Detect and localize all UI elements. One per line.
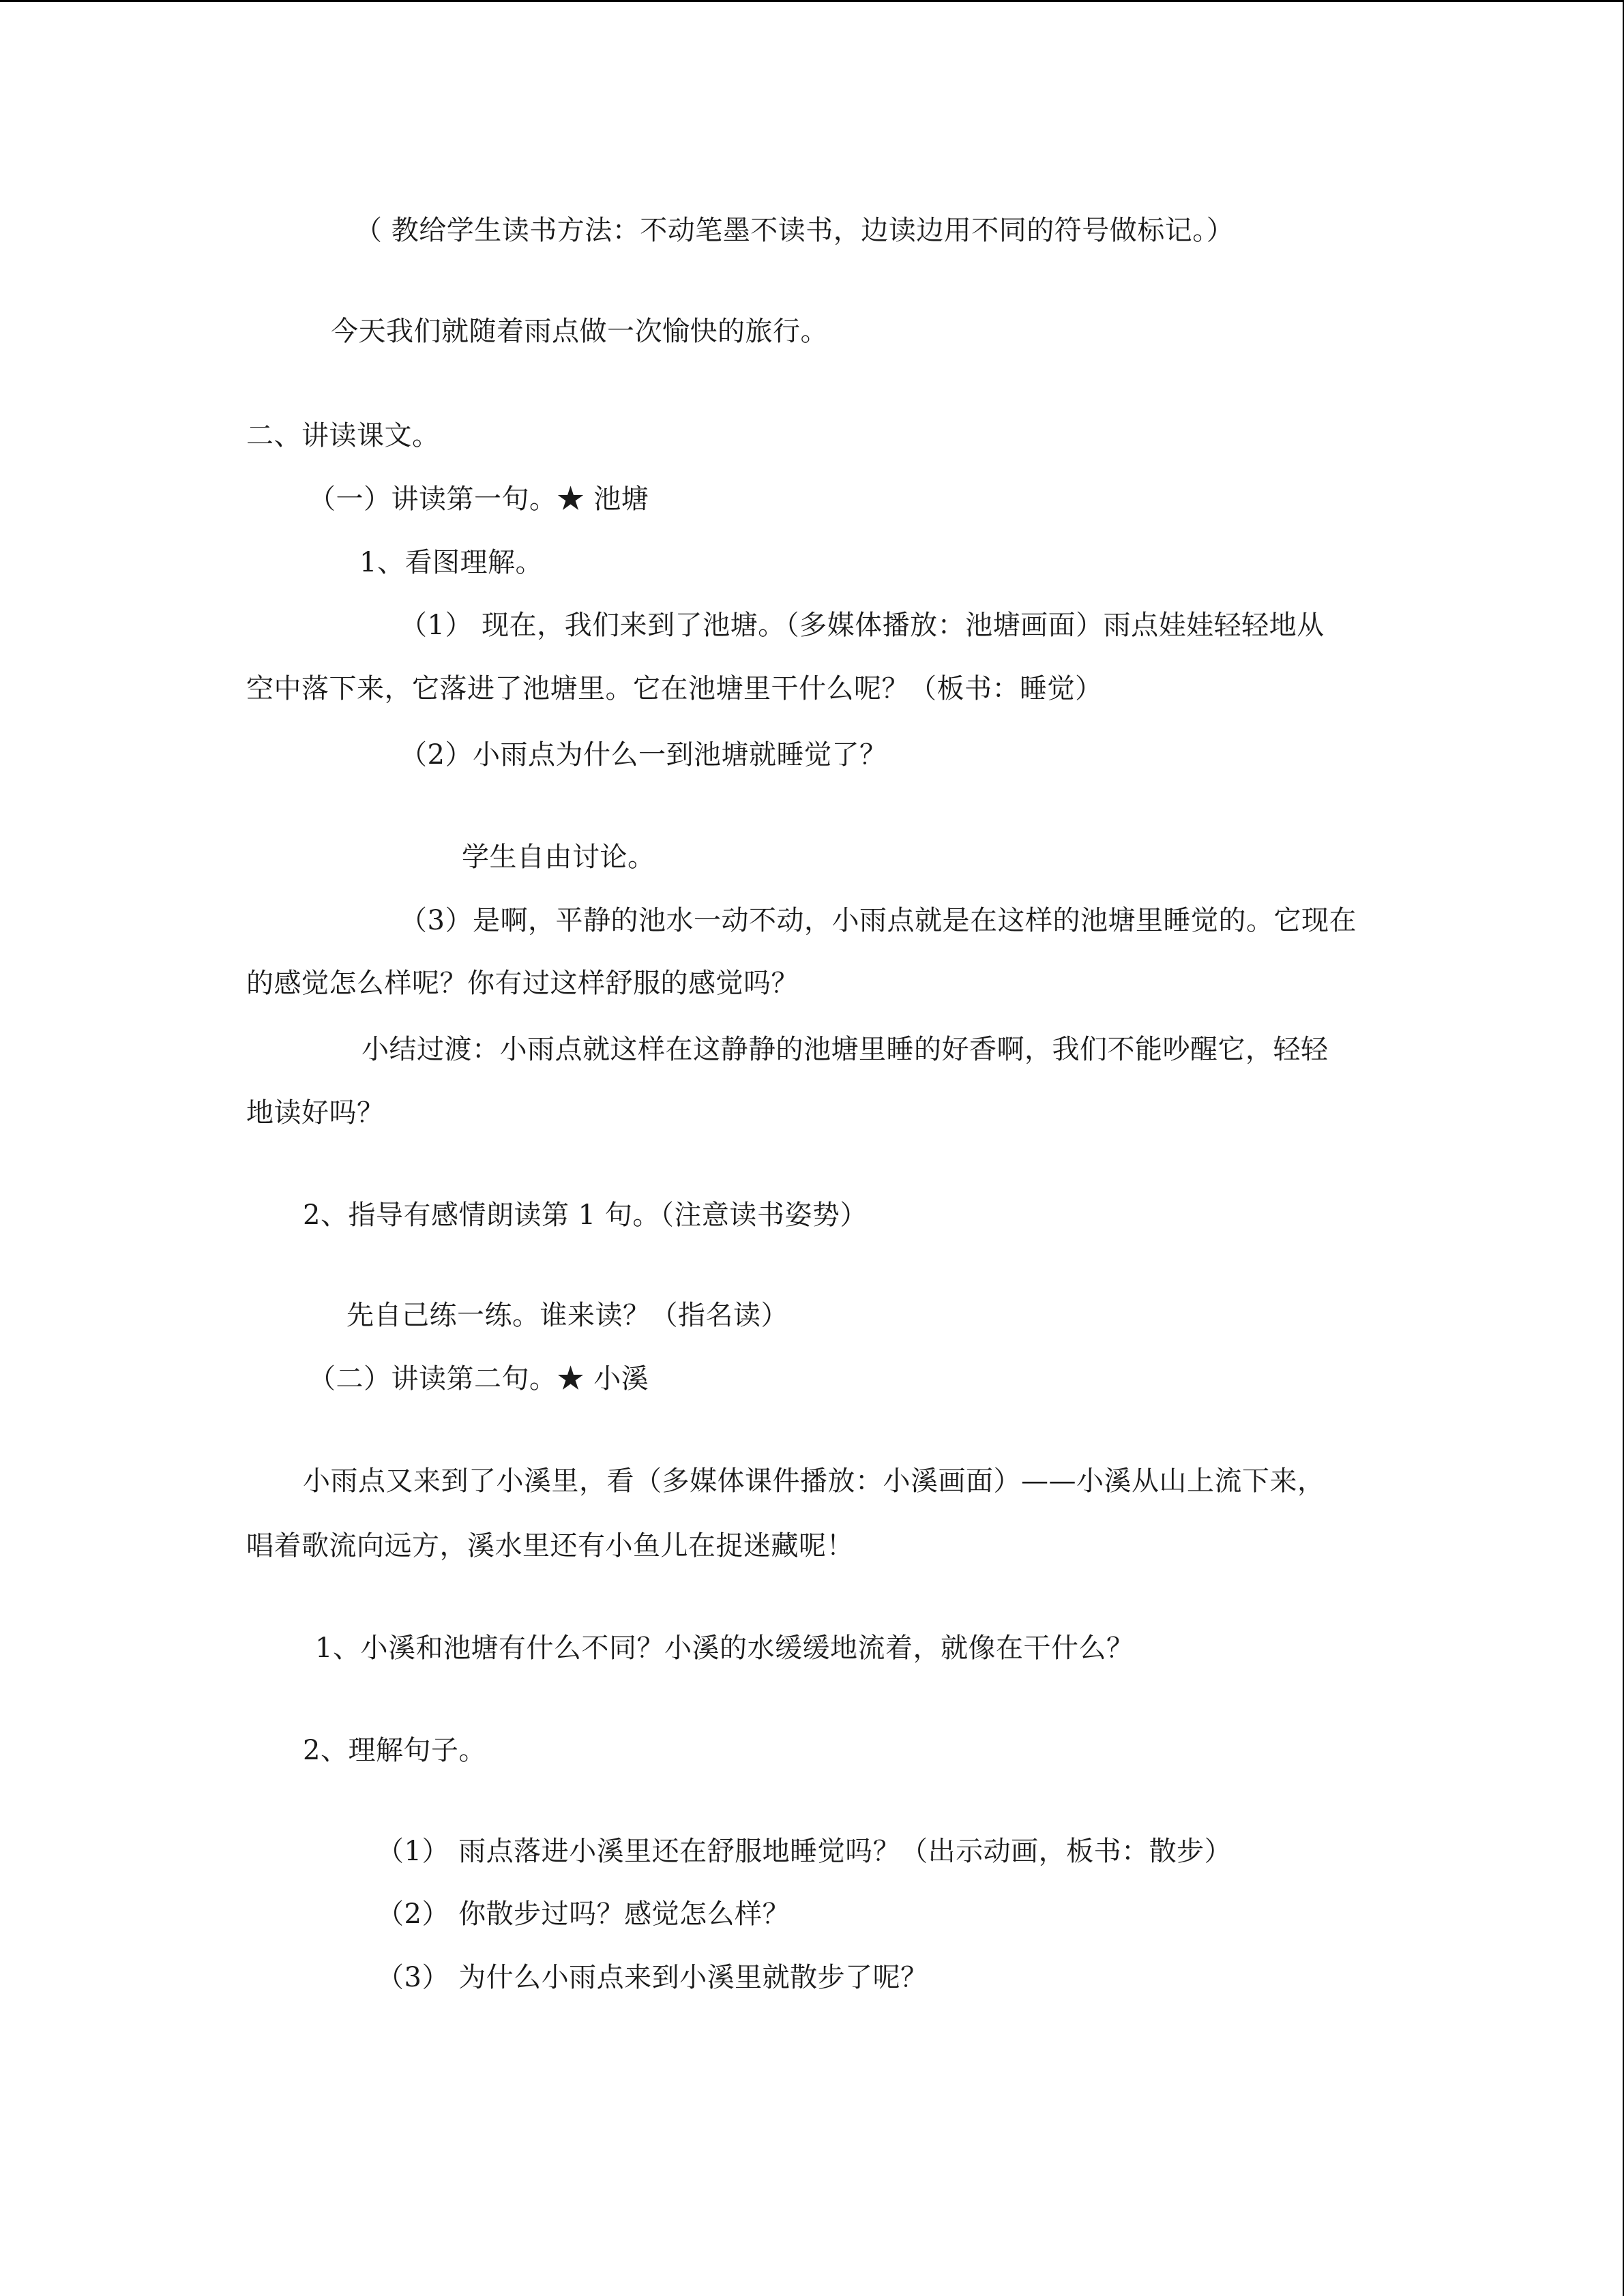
- text-line-journey: 今天我们就随着雨点做一次愉快的旅行。: [331, 316, 828, 347]
- text-line-stream-question-1: 1、小溪和池塘有什么不同？小溪的水缓缓地流着，就像在干什么？: [315, 1632, 1134, 1664]
- text-line-item-2: （2）小雨点为什么一到池塘就睡觉了？: [400, 739, 887, 771]
- section-heading-explain-text: 二、讲读课文。: [246, 420, 440, 451]
- subsection-heading-stream: （二）讲读第二句。★ 小溪: [308, 1363, 649, 1395]
- text-line-practice: 先自己练一练。谁来读？（指名读）: [346, 1300, 788, 1331]
- text-line-summary-a: 小结过渡：小雨点就这样在这静静的池塘里睡的好香啊，我们不能吵醒它，轻轻: [361, 1034, 1329, 1065]
- text-line-item-3b: 的感觉怎么样呢？你有过这样舒服的感觉吗？: [246, 968, 799, 999]
- text-line-stream-b: 唱着歌流向远方，溪水里还有小鱼儿在捉迷藏呢！: [246, 1530, 854, 1562]
- text-line-method-note: （ 教给学生读书方法：不动笔墨不读书，边读边用不同的符号做标记。）: [355, 215, 1235, 246]
- text-line-stream-a: 小雨点又来到了小溪里，看（多媒体课件播放：小溪画面）——小溪从山上流下来，: [303, 1465, 1325, 1497]
- text-line-summary-b: 地读好吗？: [246, 1097, 385, 1129]
- text-line-look-at-picture: 1、看图理解。: [359, 547, 543, 578]
- text-line-understand-sentences: 2、理解句子。: [303, 1735, 486, 1766]
- text-line-stream-item-2: （2） 你散步过吗？感觉怎么样？: [377, 1898, 791, 1930]
- text-line-item-3a: （3）是啊，平静的池水一动不动，小雨点就是在这样的池塘里睡觉的。它现在: [400, 905, 1357, 936]
- text-line-item-1b: 空中落下来，它落进了池塘里。它在池塘里干什么呢？（板书：睡觉）: [246, 673, 1103, 704]
- text-line-stream-item-3: （3） 为什么小雨点来到小溪里就散步了呢？: [377, 1962, 928, 1993]
- text-line-stream-item-1: （1） 雨点落进小溪里还在舒服地睡觉吗？（出示动画，板书：散步）: [377, 1836, 1232, 1867]
- subsection-heading-pond: （一）讲读第一句。★ 池塘: [308, 483, 649, 515]
- text-line-discussion: 学生自由讨论。: [462, 841, 655, 873]
- text-line-item-1a: （1） 现在，我们来到了池塘。（多媒体播放：池塘画面）雨点娃娃轻轻地从: [400, 610, 1325, 641]
- text-line-guided-reading: 2、指导有感情朗读第 1 句。（注意读书姿势）: [303, 1199, 868, 1231]
